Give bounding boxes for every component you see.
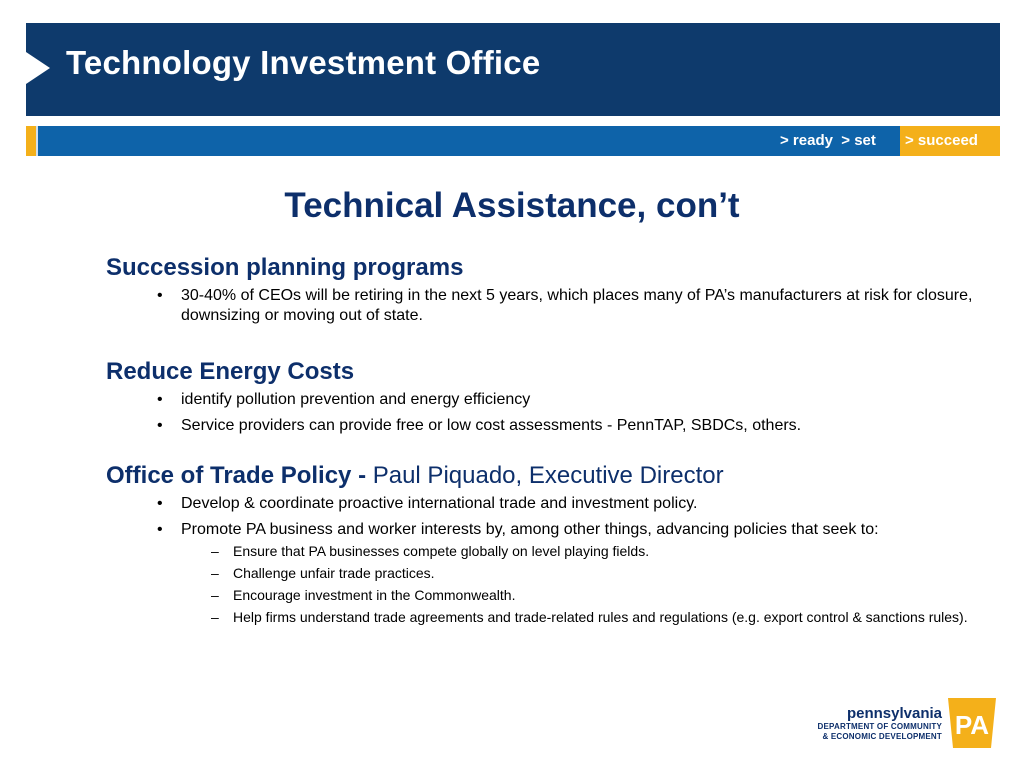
tagline-succeed-box — [900, 126, 1000, 156]
bullet-text: identify pollution prevention and energy efficiency — [181, 391, 531, 408]
bullet-text: 30-40% of CEOs will be retiring in the next 5 years, which places many of PA’s manufacturers at risk for closure, downsizing or moving out of state. — [181, 287, 973, 324]
section-heading: Reduce Energy Costs — [106, 358, 355, 385]
sub-bullet-text: Challenge unfair trade practices. — [233, 565, 435, 581]
arrow-icon — [26, 52, 50, 84]
sub-bullet-text: Help firms understand trade agreements and trade-related rules and regulations (e.g. export control & sanctions rules). — [233, 609, 968, 625]
section-succession — [106, 254, 986, 326]
section-heading — [106, 462, 986, 490]
logo-state-name: pennsylvania — [846, 705, 942, 722]
logo-dept-line-2: & ECONOMIC DEVELOPMENT — [822, 732, 942, 741]
sub-bullet-item: – Help firms understand trade agreements and trade-related rules and regulations (e.g. export control & sanctions rules). — [211, 609, 968, 625]
bullet-item: • Promote PA business and worker interests by, among other things, advancing policies that seek to: – Ensure that PA businesses compete globally on level playing fields. – Challenge unfair trade practices. – Encourage investment in the Commonwealth. – Help firms understand trade agreements and trade-related rules and regulations (e.g. export control & sanctions rules). — [181, 520, 986, 626]
tagline-succeed: > succeed — [905, 132, 978, 149]
bullet-item: • Service providers can provide free or low cost assessments - PennTAP, SBDCs, others. — [157, 417, 802, 434]
bullet-text: Develop & coordinate proactive international trade and investment policy. — [181, 495, 698, 512]
heading-plain: Paul Piquado, Executive Director — [366, 462, 724, 489]
keystone-logo-icon — [946, 698, 998, 748]
tagline-ready-set: > ready > set — [780, 132, 876, 149]
bullet-item: • Develop & coordinate proactive international trade and investment policy. — [157, 495, 698, 512]
slide-title: Technical Assistance, con’t — [284, 186, 740, 225]
bullet-text: Promote PA business and worker interests by, among other things, advancing policies that seek to: — [181, 521, 879, 538]
heading-bold: Office of Trade Policy - — [106, 462, 367, 489]
keystone-text: PA — [954, 710, 990, 740]
bullet-item: • identify pollution prevention and energy efficiency — [157, 391, 531, 408]
sub-bullet-list — [181, 542, 986, 626]
sub-bullet-text: Ensure that PA businesses compete globally on level playing fields. — [233, 543, 650, 559]
tagline-divider — [36, 126, 38, 156]
sub-bullet-item: – Challenge unfair trade practices. — [211, 565, 435, 581]
bullet-list — [106, 286, 986, 326]
tagline-accent — [26, 126, 36, 156]
section-trade-policy — [106, 462, 986, 626]
slide-content — [106, 254, 986, 652]
sub-bullet-text: Encourage investment in the Commonwealth. — [233, 587, 516, 603]
bullet-list — [106, 390, 986, 436]
section-energy — [106, 358, 986, 436]
sub-bullet-item: – Ensure that PA businesses compete globally on level playing fields. — [211, 543, 650, 559]
section-heading: Succession planning programs — [106, 254, 464, 281]
bullet-item: • 30-40% of CEOs will be retiring in the next 5 years, which places many of PA’s manufacturers at risk for closure, downsizing or moving out of state. — [157, 287, 973, 324]
sub-bullet-item: – Encourage investment in the Commonwealth. — [211, 587, 516, 603]
bullet-list — [106, 494, 986, 626]
header-title: Technology Investment Office — [66, 44, 541, 81]
bullet-text: Service providers can provide free or low cost assessments - PennTAP, SBDCs, others. — [181, 417, 802, 434]
logo-dept-line-1: DEPARTMENT OF COMMUNITY — [817, 722, 942, 731]
dced-logo-text — [790, 706, 942, 742]
